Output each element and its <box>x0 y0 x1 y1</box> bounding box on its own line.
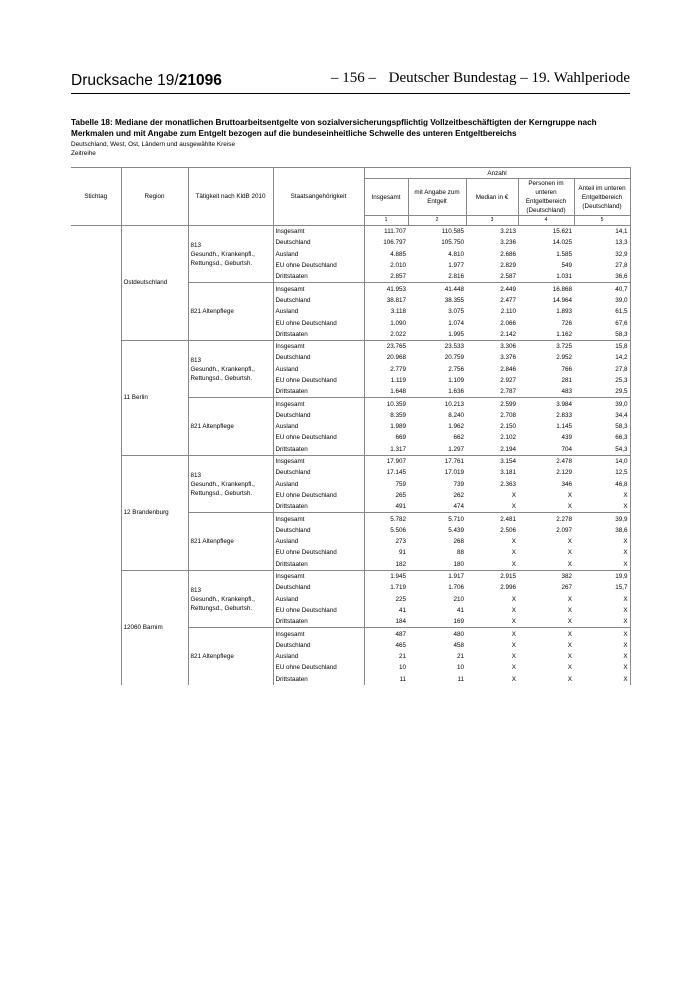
median-cell: 2.708 <box>500 411 516 419</box>
nationality-cell: Insgesamt <box>273 570 364 582</box>
header-rule <box>71 93 630 94</box>
insgesamt-cell: 91 <box>364 547 408 558</box>
mit-angabe-cell: 458 <box>453 641 464 649</box>
insgesamt-cell: 265 <box>364 490 408 501</box>
table-title: Tabelle 18: Mediane der monatlichen Bruttoarbeitsentgelte von sozialversicherungspflichtig Vollzeitbeschäftigten der Kerngruppe nach Merkmalen und mit Angabe zum Entgelt bezogen auf die bundeseinheitliche Schwelle des unteren Entgeltbereichs <box>71 118 597 138</box>
personen-cell: 14.025 <box>552 239 572 247</box>
col-anzahl: Anzahl <box>364 168 630 179</box>
nationality-cell: Drittstaaten <box>273 616 364 628</box>
doc-number-light: 19/ <box>157 72 179 89</box>
nationality-cell: Ausland <box>273 479 364 490</box>
anteil-cell: 61,5 <box>574 306 630 317</box>
nationality-cell: Insgesamt <box>273 455 364 467</box>
insgesamt-cell: 491 <box>364 501 408 513</box>
insgesamt-cell: 1.119 <box>364 375 408 386</box>
nationality-cell: Ausland <box>273 421 364 432</box>
nationality-cell: Drittstaaten <box>273 559 364 571</box>
nationality-cell: Deutschland <box>273 582 364 593</box>
insgesamt-cell: 23.765 <box>364 340 408 352</box>
mit-angabe-cell: 480 <box>408 628 466 640</box>
personen-cell: X <box>567 595 572 603</box>
median-cell: 2.194 <box>500 445 516 453</box>
insgesamt-cell: 1.945 <box>364 570 408 582</box>
nationality-cell: Insgesamt <box>273 628 364 640</box>
median-cell: 2.846 <box>500 365 516 373</box>
median-cell: 2.102 <box>500 434 516 442</box>
insgesamt-cell: 1.317 <box>364 444 408 456</box>
mit-angabe-cell: 10.213 <box>408 398 466 410</box>
insgesamt-cell: 759 <box>364 479 408 490</box>
mit-angabe-cell: 105.750 <box>441 239 464 247</box>
anteil-cell: 46,8 <box>574 479 630 490</box>
anteil-cell: X <box>574 651 630 662</box>
mit-angabe-cell: 1.074 <box>448 319 464 327</box>
mit-angabe-cell: 1.962 <box>448 423 464 431</box>
nationality-cell: Drittstaaten <box>273 329 364 341</box>
anteil-cell: 27,8 <box>574 364 630 375</box>
insgesamt-cell: 38.817 <box>364 295 408 306</box>
personen-cell: 2.952 <box>556 354 572 362</box>
personen-cell: X <box>567 549 572 557</box>
mit-angabe-cell: 23.533 <box>408 340 466 352</box>
nationality-cell: Drittstaaten <box>273 271 364 283</box>
median-cell: 2.829 <box>500 262 516 270</box>
insgesamt-cell: 17.145 <box>364 467 408 478</box>
personen-cell: 2.129 <box>556 469 572 477</box>
anteil-cell: 36,6 <box>574 271 630 283</box>
mit-angabe-cell: 210 <box>453 595 464 603</box>
personen-cell: 3.725 <box>518 340 574 352</box>
anteil-cell: 15,7 <box>574 582 630 593</box>
nationality-cell: Ausland <box>273 249 364 260</box>
occupation-cell: 821 Altenpflege <box>188 628 273 685</box>
personen-cell: 3.984 <box>518 398 574 410</box>
nationality-cell: Deutschland <box>273 352 364 363</box>
personen-cell: 439 <box>561 434 572 442</box>
mit-angabe-cell: 180 <box>453 560 464 568</box>
insgesamt-cell: 5.506 <box>364 525 408 536</box>
anteil-cell: 39,9 <box>574 513 630 525</box>
insgesamt-cell: 1.989 <box>364 421 408 432</box>
median-cell: 2.587 <box>500 273 516 281</box>
nationality-cell: EU ohne Deutschland <box>273 662 364 673</box>
anteil-cell: 58,3 <box>574 421 630 432</box>
table-subtitle-series: Zeitreihe <box>71 150 96 157</box>
occupation-cell: 813 Gesundh., Krankenpfl., Rettungsd., Geburtsh. <box>188 226 273 283</box>
mit-angabe-cell: 268 <box>453 538 464 546</box>
occupation-cell: 813 Gesundh., Krankenpfl., Rettungsd., Geburtsh. <box>188 455 273 512</box>
median-cell: X <box>511 549 516 557</box>
anteil-cell: 15,8 <box>574 340 630 352</box>
col-number: 2 <box>408 216 466 226</box>
col-mit-angabe: mit Angabe zum Entgelt <box>408 179 466 216</box>
col-number: 1 <box>364 216 408 226</box>
col-stichtag: Stichtag <box>71 168 121 226</box>
insgesamt-cell: 2.779 <box>364 364 408 375</box>
col-staatsangehoerigkeit: Staatsangehörigkeit <box>273 168 364 226</box>
insgesamt-cell: 2.022 <box>364 329 408 341</box>
occupation-cell: 821 Altenpflege <box>188 513 273 570</box>
median-cell: X <box>466 628 518 640</box>
anteil-cell: 58,3 <box>574 329 630 341</box>
insgesamt-cell: 3.118 <box>364 306 408 317</box>
insgesamt-cell: 487 <box>364 628 408 640</box>
col-number: 3 <box>466 216 518 226</box>
median-cell: 2.110 <box>500 308 516 316</box>
personen-cell: 382 <box>518 570 574 582</box>
nationality-cell: EU ohne Deutschland <box>273 432 364 443</box>
insgesamt-cell: 4.885 <box>364 249 408 260</box>
median-cell: 2.599 <box>466 398 518 410</box>
col-taetigkeit: Tätigkeit nach KldB 2010 <box>188 168 273 226</box>
median-cell: 2.363 <box>500 480 516 488</box>
anteil-cell: 14,1 <box>574 226 630 238</box>
insgesamt-cell: 465 <box>364 640 408 651</box>
region-cell: Ostdeutschland <box>121 226 188 341</box>
insgesamt-cell: 106.797 <box>364 237 408 248</box>
institution: Deutscher Bundestag – 19. Wahlperiode <box>388 70 630 86</box>
anteil-cell: X <box>574 501 630 513</box>
mit-angabe-cell: 5.710 <box>408 513 466 525</box>
mit-angabe-cell: 41.448 <box>408 283 466 295</box>
anteil-cell: X <box>574 536 630 547</box>
insgesamt-cell: 669 <box>364 432 408 443</box>
col-number: 4 <box>518 216 574 226</box>
anteil-cell: X <box>574 490 630 501</box>
insgesamt-cell: 182 <box>364 559 408 571</box>
mit-angabe-cell: 262 <box>453 491 464 499</box>
median-cell: X <box>511 538 516 546</box>
insgesamt-cell: 1.648 <box>364 386 408 398</box>
median-cell: X <box>511 675 516 683</box>
median-cell: 3.236 <box>500 239 516 247</box>
median-cell: 2.996 <box>500 584 516 592</box>
insgesamt-cell: 11 <box>364 674 408 685</box>
personen-cell: 1.585 <box>556 250 572 258</box>
median-cell: X <box>511 653 516 661</box>
nationality-cell: EU ohne Deutschland <box>273 605 364 616</box>
table-subtitle-scope: Deutschland, West, Ost, Ländern und ausgewählte Kreise <box>71 141 236 148</box>
mit-angabe-cell: 20.759 <box>444 354 464 362</box>
nationality-cell: Drittstaaten <box>273 501 364 513</box>
anteil-cell: X <box>574 628 630 640</box>
page-number: – 156 – <box>331 70 376 86</box>
anteil-cell: 29,5 <box>574 386 630 398</box>
median-cell: 2.927 <box>500 377 516 384</box>
personen-cell: 14.964 <box>552 296 572 304</box>
median-cell: 2.150 <box>500 423 516 431</box>
nationality-cell: Deutschland <box>273 237 364 248</box>
table-row <box>71 340 630 352</box>
median-cell: 2.915 <box>466 570 518 582</box>
median-cell: 3.213 <box>500 228 516 236</box>
table-row <box>71 570 630 582</box>
personen-cell: 16.868 <box>518 283 574 295</box>
table-header <box>71 168 630 226</box>
insgesamt-cell: 184 <box>364 616 408 628</box>
table-body <box>71 226 630 685</box>
mit-angabe-cell: 1.706 <box>448 584 464 592</box>
personen-cell: X <box>567 641 572 649</box>
nationality-cell: EU ohne Deutschland <box>273 547 364 558</box>
insgesamt-cell: 17.907 <box>364 455 408 467</box>
personen-cell: 281 <box>561 377 572 384</box>
mit-angabe-cell: 5.439 <box>448 526 464 534</box>
insgesamt-cell: 1.719 <box>364 582 408 593</box>
mit-angabe-cell: 41 <box>456 606 464 614</box>
median-cell: X <box>511 664 516 672</box>
nationality-cell: Ausland <box>273 364 364 375</box>
nationality-cell: EU ohne Deutschland <box>273 260 364 271</box>
anteil-cell: X <box>574 616 630 628</box>
mit-angabe-cell: 739 <box>453 480 464 488</box>
mit-angabe-cell: 17.761 <box>408 455 466 467</box>
mit-angabe-cell: 1.109 <box>448 377 464 384</box>
nationality-cell: Drittstaaten <box>273 386 364 398</box>
insgesamt-cell: 273 <box>364 536 408 547</box>
anteil-cell: 12,5 <box>574 467 630 478</box>
personen-cell: 2.833 <box>556 411 572 419</box>
anteil-cell: 27,8 <box>574 260 630 271</box>
personen-cell: 346 <box>561 480 572 488</box>
median-cell: X <box>511 491 516 499</box>
anteil-cell: X <box>574 594 630 605</box>
data-table <box>71 167 631 685</box>
personen-cell: 2.478 <box>518 455 574 467</box>
median-cell: 2.686 <box>500 250 516 258</box>
doc-number-bold: 21096 <box>178 72 222 89</box>
anteil-cell: 39,0 <box>574 295 630 306</box>
mit-angabe-cell: 4.810 <box>448 250 464 258</box>
anteil-cell: 14,0 <box>574 455 630 467</box>
nationality-cell: Insgesamt <box>273 398 364 410</box>
personen-cell: 766 <box>561 365 572 373</box>
page-header <box>71 70 630 92</box>
insgesamt-cell: 41.953 <box>364 283 408 295</box>
insgesamt-cell: 8.359 <box>364 410 408 421</box>
mit-angabe-cell: 11 <box>457 675 464 683</box>
personen-cell: 1.162 <box>556 330 572 338</box>
nationality-cell: Insgesamt <box>273 283 364 295</box>
personen-cell: 726 <box>561 319 572 327</box>
insgesamt-cell: 10 <box>364 662 408 673</box>
anteil-cell: 39,0 <box>574 398 630 410</box>
personen-cell: 483 <box>561 388 572 396</box>
mit-angabe-cell: 1.297 <box>448 445 464 453</box>
mit-angabe-cell: 169 <box>453 618 464 626</box>
nationality-cell: Deutschland <box>273 640 364 651</box>
personen-cell: X <box>567 664 572 672</box>
region-cell: 12060 Barnim <box>121 570 188 684</box>
insgesamt-cell: 2.010 <box>364 260 408 271</box>
anteil-cell: 14,2 <box>574 352 630 363</box>
mit-angabe-cell: 88 <box>456 549 464 557</box>
anteil-cell: 25,3 <box>574 375 630 386</box>
mit-angabe-cell: 8.240 <box>448 411 464 419</box>
occupation-cell: 821 Altenpflege <box>188 398 273 455</box>
stichtag-cell <box>71 226 121 685</box>
col-anteil-unterer-bereich: Anteil im unteren Entgeltbereich (Deutschland) <box>574 179 630 216</box>
nationality-cell: Deutschland <box>273 295 364 306</box>
nationality-cell: Drittstaaten <box>273 674 364 685</box>
personen-cell: 1.893 <box>556 308 572 316</box>
nationality-cell: Deutschland <box>273 525 364 536</box>
anteil-cell: 32,9 <box>574 249 630 260</box>
median-cell: 2.449 <box>466 283 518 295</box>
anteil-cell: X <box>574 605 630 616</box>
nationality-cell: Insgesamt <box>273 340 364 352</box>
median-cell: X <box>511 503 516 511</box>
anteil-cell: X <box>574 559 630 571</box>
mit-angabe-cell: 38.355 <box>444 296 464 304</box>
anteil-cell: X <box>574 674 630 685</box>
occupation-cell: 813 Gesundh., Krankenpfl., Rettungsd., Geburtsh. <box>188 340 273 397</box>
anteil-cell: 67,6 <box>574 317 630 328</box>
mit-angabe-cell: 1.917 <box>408 570 466 582</box>
median-cell: 3.181 <box>500 469 516 477</box>
anteil-cell: X <box>574 640 630 651</box>
mit-angabe-cell: 110.585 <box>441 228 464 236</box>
insgesamt-cell: 20.968 <box>364 352 408 363</box>
anteil-cell: X <box>574 662 630 673</box>
personen-cell: 2.097 <box>556 526 572 534</box>
median-cell: X <box>511 641 516 649</box>
occupation-cell: 821 Altenpflege <box>188 283 273 340</box>
median-cell: X <box>511 595 516 603</box>
nationality-cell: Ausland <box>273 306 364 317</box>
insgesamt-cell: 21 <box>364 651 408 662</box>
nationality-cell: Deutschland <box>273 467 364 478</box>
insgesamt-cell: 1.090 <box>364 317 408 328</box>
nationality-cell: Insgesamt <box>273 226 364 238</box>
col-region: Region <box>121 168 188 226</box>
mit-angabe-cell: 2.756 <box>448 365 464 373</box>
median-cell: 3.154 <box>466 455 518 467</box>
nationality-cell: Drittstaaten <box>273 444 364 456</box>
personen-cell: 1.031 <box>556 273 572 281</box>
mit-angabe-cell: 3.075 <box>448 308 464 316</box>
personen-cell: X <box>567 618 572 626</box>
median-cell: X <box>511 560 516 568</box>
personen-cell: X <box>567 560 572 568</box>
personen-cell: 15.621 <box>552 228 572 236</box>
doc-prefix: Drucksache <box>71 72 158 89</box>
personen-cell: X <box>567 675 572 683</box>
anteil-cell: 66,3 <box>574 432 630 443</box>
insgesamt-cell: 5.782 <box>364 513 408 525</box>
mit-angabe-cell: 1.995 <box>448 330 464 338</box>
mit-angabe-cell: 17.019 <box>444 469 464 477</box>
anteil-cell: 54,3 <box>574 444 630 456</box>
personen-cell: X <box>567 491 572 499</box>
occupation-cell: 813 Gesundh., Krankenpfl., Rettungsd., Geburtsh. <box>188 570 273 627</box>
nationality-cell: Deutschland <box>273 410 364 421</box>
col-personen-unterer-bereich: Personen im unteren Entgeltbereich (Deutschland) <box>518 179 574 216</box>
personen-cell: X <box>567 606 572 614</box>
mit-angabe-cell: 1.977 <box>448 262 464 270</box>
col-median: Median in € <box>466 179 518 216</box>
personen-cell: X <box>567 538 572 546</box>
personen-cell: 549 <box>561 262 572 270</box>
personen-cell: 1.145 <box>556 423 572 431</box>
nationality-cell: Ausland <box>273 536 364 547</box>
median-cell: 2.477 <box>500 296 516 304</box>
median-cell: 2.142 <box>500 330 516 338</box>
anteil-cell: 19,9 <box>574 570 630 582</box>
anteil-cell: X <box>574 547 630 558</box>
table-row <box>71 226 630 238</box>
mit-angabe-cell: 662 <box>453 434 464 442</box>
median-cell: 2.481 <box>466 513 518 525</box>
region-cell: 12 Brandenburg <box>121 455 188 570</box>
document-number <box>71 72 222 90</box>
col-insgesamt: Insgesamt <box>364 179 408 216</box>
median-cell: X <box>511 606 516 614</box>
insgesamt-cell: 111.707 <box>364 226 408 238</box>
personen-cell: X <box>518 628 574 640</box>
insgesamt-cell: 41 <box>364 605 408 616</box>
nationality-cell: Ausland <box>273 594 364 605</box>
personen-cell: 2.278 <box>518 513 574 525</box>
anteil-cell: 34,4 <box>574 410 630 421</box>
mit-angabe-cell: 1.636 <box>448 388 464 396</box>
anteil-cell: 13,3 <box>574 237 630 248</box>
median-cell: 3.376 <box>500 354 516 362</box>
median-cell: 2.787 <box>500 388 516 396</box>
mit-angabe-cell: 2.816 <box>448 273 464 281</box>
mit-angabe-cell: 474 <box>453 503 464 511</box>
personen-cell: 704 <box>561 445 572 453</box>
nationality-cell: EU ohne Deutschland <box>273 317 364 328</box>
anteil-cell: 38,6 <box>574 525 630 536</box>
nationality-cell: Insgesamt <box>273 513 364 525</box>
insgesamt-cell: 2.857 <box>364 271 408 283</box>
personen-cell: 267 <box>561 584 572 592</box>
nationality-cell: Ausland <box>273 651 364 662</box>
nationality-cell: EU ohne Deutschland <box>273 490 364 501</box>
region-cell: 11 Berlin <box>121 340 188 455</box>
table-row <box>71 455 630 467</box>
median-cell: X <box>511 618 516 626</box>
median-cell: 2.506 <box>500 526 516 534</box>
median-cell: 2.066 <box>500 319 516 327</box>
personen-cell: X <box>567 503 572 511</box>
median-cell: 3.306 <box>466 340 518 352</box>
col-number: 5 <box>574 216 630 226</box>
anteil-cell: 40,7 <box>574 283 630 295</box>
nationality-cell: EU ohne Deutschland <box>273 375 364 386</box>
mit-angabe-cell: 10 <box>456 664 464 672</box>
mit-angabe-cell: 21 <box>456 653 464 661</box>
personen-cell: X <box>567 653 572 661</box>
insgesamt-cell: 225 <box>364 594 408 605</box>
insgesamt-cell: 10.359 <box>364 398 408 410</box>
